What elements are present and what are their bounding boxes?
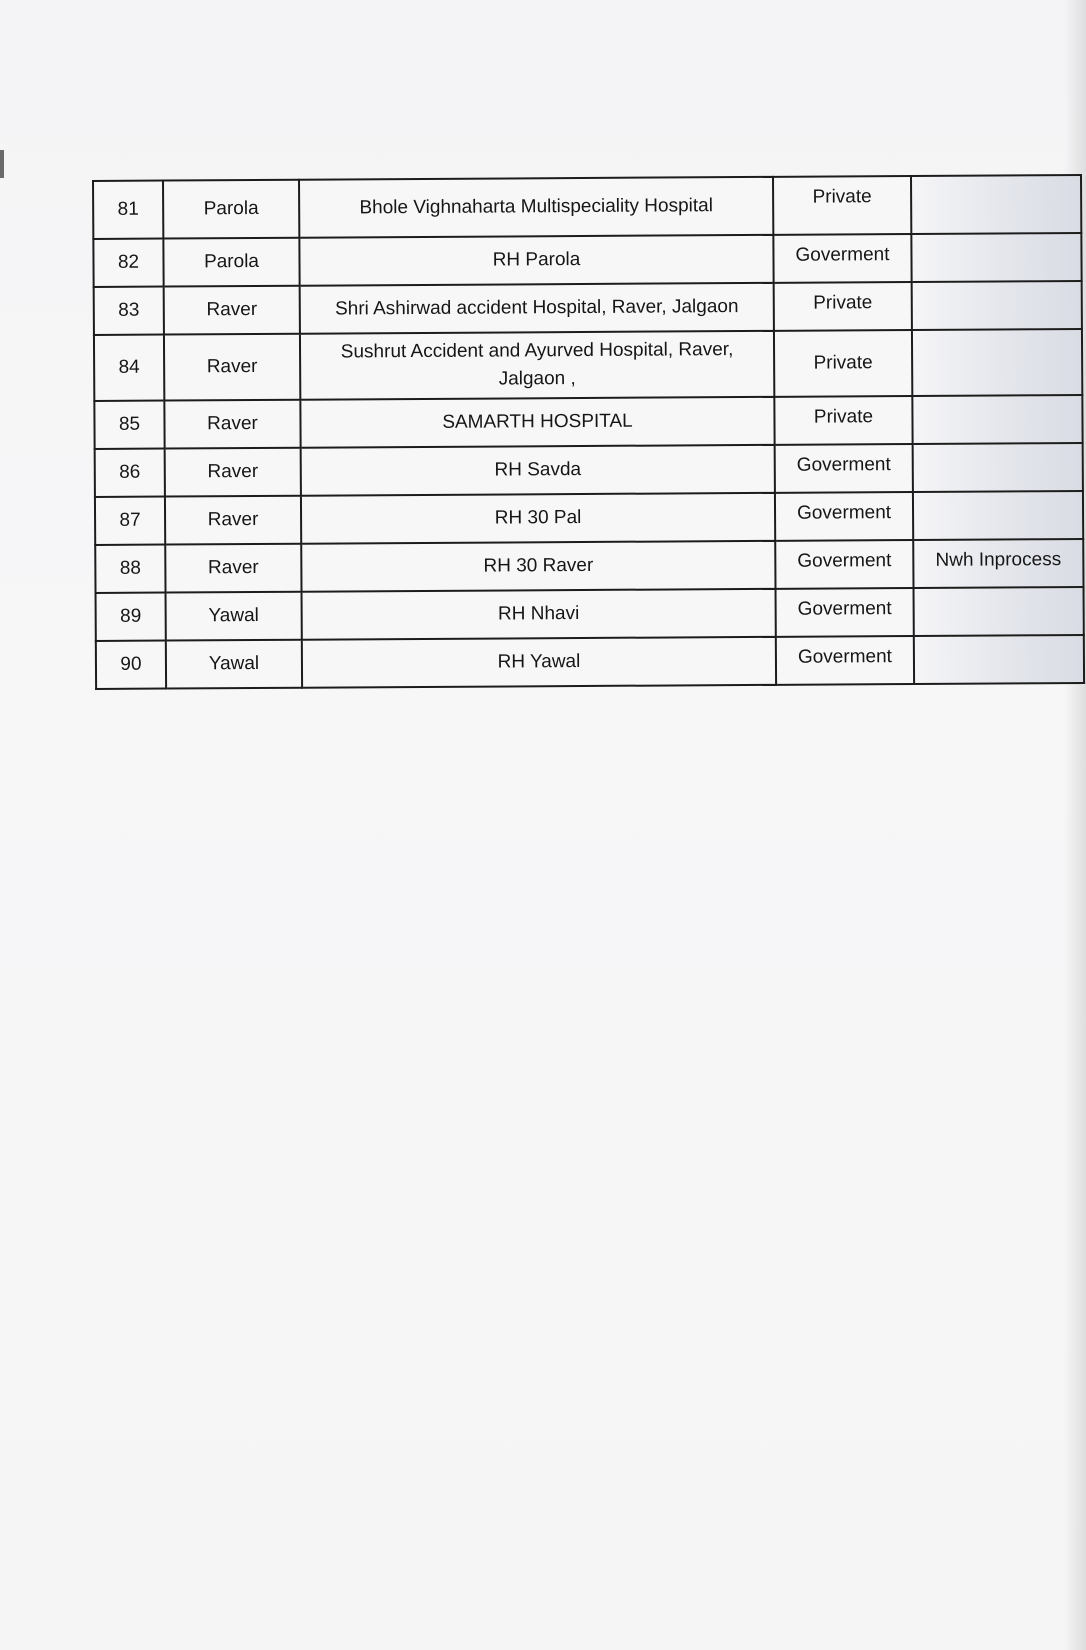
hospital-type-cell: Goverment: [776, 588, 914, 637]
remark-cell: [913, 491, 1083, 540]
hospital-name-cell: SAMARTH HOSPITAL: [300, 397, 774, 448]
hospital-type-cell: Goverment: [775, 540, 913, 589]
remark-cell: [911, 233, 1081, 282]
hospital-type-cell: Private: [774, 330, 912, 397]
serial-number-cell: 81: [93, 181, 163, 239]
hospital-type-cell: Private: [773, 176, 911, 235]
serial-number-cell: 86: [95, 449, 165, 497]
table-row: [95, 539, 1083, 593]
hospital-type-cell: Private: [774, 282, 912, 331]
serial-number-cell: 89: [96, 593, 166, 641]
remark-cell: [913, 443, 1083, 492]
table-row: [95, 443, 1083, 497]
table-row: [94, 281, 1082, 335]
hospital-name-cell: Bhole Vighnaharta Multispeciality Hospital: [299, 177, 773, 238]
serial-number-cell: 82: [93, 239, 163, 287]
table-row: [93, 233, 1081, 287]
taluka-cell: Parola: [163, 238, 299, 287]
taluka-cell: Parola: [163, 180, 299, 239]
remark-cell: [912, 395, 1082, 444]
hospital-type-cell: Goverment: [775, 492, 913, 541]
serial-number-cell: 87: [95, 497, 165, 545]
hospital-type-cell: Private: [774, 396, 912, 445]
serial-number-cell: 85: [94, 401, 164, 449]
taluka-cell: Yawal: [166, 640, 302, 689]
taluka-cell: Yawal: [166, 592, 302, 641]
taluka-cell: Raver: [165, 448, 301, 497]
table-row: [96, 587, 1084, 641]
remark-cell: [912, 281, 1082, 330]
hospital-name-cell: RH Savda: [301, 445, 775, 496]
hospital-table-container: [92, 174, 1062, 690]
table-row: [93, 175, 1081, 239]
table-row: [96, 635, 1084, 689]
hospital-name-cell: RH Nhavi: [302, 589, 776, 640]
hospital-type-cell: Goverment: [776, 636, 914, 685]
table-row: [94, 329, 1082, 401]
remark-cell: Nwh Inprocess: [913, 539, 1083, 588]
hospital-name-cell: Shri Ashirwad accident Hospital, Raver, Jalgaon: [300, 283, 774, 334]
taluka-cell: Raver: [165, 496, 301, 545]
hospital-name-cell: RH 30 Raver: [301, 541, 775, 592]
page-corner-mark: [0, 150, 4, 178]
hospital-name-cell: RH 30 Pal: [301, 493, 775, 544]
table-row: [95, 491, 1083, 545]
serial-number-cell: 84: [94, 335, 164, 401]
hospital-type-cell: Goverment: [773, 234, 911, 283]
remark-cell: [914, 635, 1084, 684]
hospital-name-cell: RH Yawal: [302, 637, 776, 688]
serial-number-cell: 90: [96, 641, 166, 689]
remark-cell: [914, 587, 1084, 636]
table-row: [94, 395, 1082, 449]
hospital-type-cell: Goverment: [775, 444, 913, 493]
hospital-name-cell: RH Parola: [299, 235, 773, 286]
serial-number-cell: 88: [95, 545, 165, 593]
taluka-cell: Raver: [164, 400, 300, 449]
taluka-cell: Raver: [164, 334, 300, 401]
hospital-name-cell: Sushrut Accident and Ayurved Hospital, Raver, Jalgaon ,: [300, 331, 774, 400]
remark-cell: [911, 175, 1081, 234]
taluka-cell: Raver: [165, 544, 301, 593]
hospital-table: [92, 174, 1085, 690]
serial-number-cell: 83: [94, 287, 164, 335]
remark-cell: [912, 329, 1082, 396]
taluka-cell: Raver: [164, 286, 300, 335]
